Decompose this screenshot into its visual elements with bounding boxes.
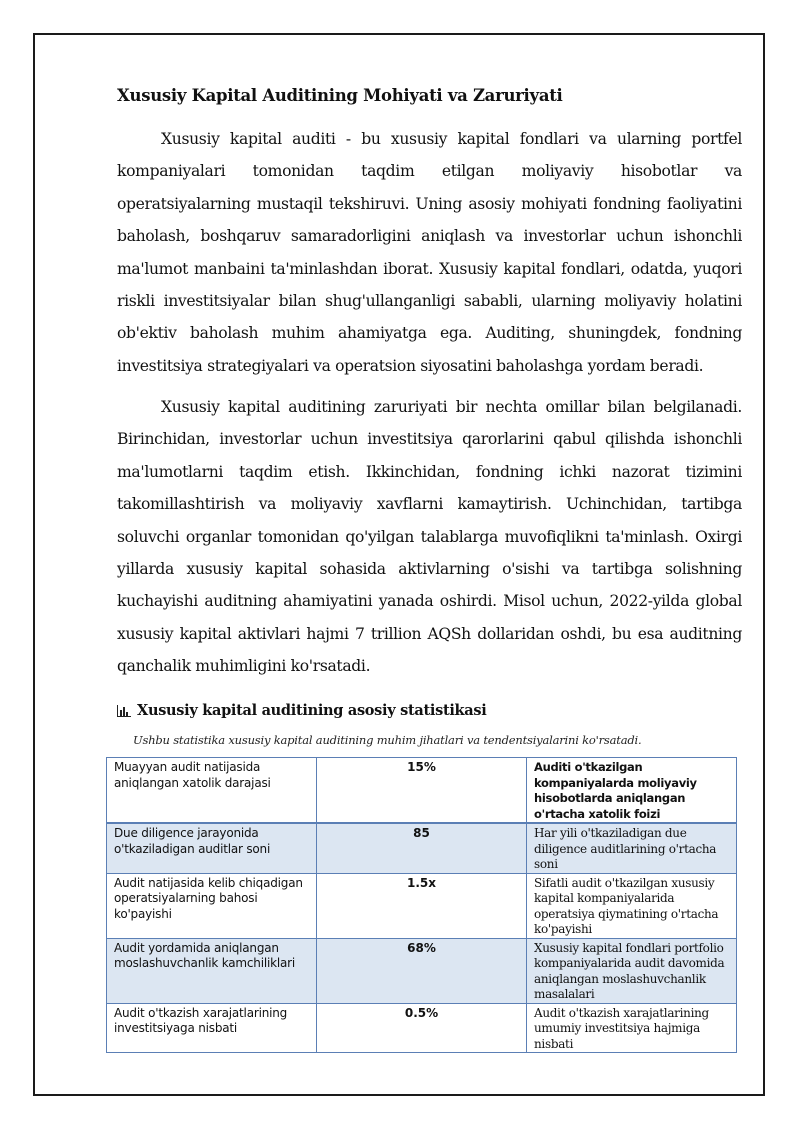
stat-value: 68%: [317, 938, 527, 1003]
stat-description: Xususiy kapital fondlari portfolio kompaniyalarida audit davomida aniqlangan moslashuvchanlik masalalari: [527, 938, 737, 1003]
table-row: [107, 873, 737, 938]
document-title: Xususiy Kapital Auditining Mohiyati va Zaruriyati: [117, 86, 563, 105]
paragraph-essence: Xususiy kapital auditi - bu xususiy kapital fondlari va ularning portfel kompaniyalari tomonidan taqdim etilgan moliyaviy hisobotlar va operatsiyalarning mustaqil tekshiruvi. Uning asosiy mohiyati fondning faoliyatini baholash, boshqaruv samaradorligini aniqlash va investorlar uchun ishonchli ma'lumot manbaini ta'minlashdan iborat. Xususiy kapital fondlari, odatda, yuqori riskli investitsiyalar bilan shug'ullanganligi sababli, ularning moliyaviy holatini ob'ektiv baholash muhim ahamiyatga ega. Auditing, shuningdek, fondning investitsiya strategiyalari va operatsion siyosatini baholashga yordam beradi.: [117, 130, 742, 375]
stat-description: Sifatli audit o'tkazilgan xususiy kapital kompaniyalarida operatsiya qiymatining o'rtacha ko'payishi: [527, 873, 737, 938]
stat-label: Due diligence jarayonida o'tkaziladigan auditlar soni: [107, 823, 317, 873]
stat-value: 15%: [317, 758, 527, 824]
stat-value: 1.5x: [317, 873, 527, 938]
paragraph-necessity: Xususiy kapital auditining zaruriyati bir nechta omillar bilan belgilanadi. Birinchidan, investorlar uchun investitsiya qarorlarini qabul qilishda ishonchli ma'lumotlarni taqdim etish. Ikkinchidan, fondning ichki nazorat tizimini takomillashtirish va moliyaviy xavflarni kamaytirish. Uchinchidan, tartibga soluvchi organlar tomonidan qo'yilgan talablarga muvofiqlikni ta'minlash. Oxirgi yillarda xususiy kapital sohasida aktivlarning o'sishi va tartibga solishning kuchayishi auditning ahamiyatini yanada oshirdi. Misol uchun, 2022-yilda global xususiy kapital aktivlari hajmi 7 trillion AQSh dollaridan oshdi, bu esa auditning qanchalik muhimligini ko'rsatadi.: [117, 398, 742, 676]
table-row: [107, 938, 737, 1003]
stat-label: Muayyan audit natijasida aniqlangan xatolik darajasi: [107, 758, 317, 824]
stat-description: Har yili o'tkaziladigan due diligence auditlarining o'rtacha soni: [527, 823, 737, 873]
table-row: [107, 758, 737, 824]
stat-label: Audit natijasida kelib chiqadigan operatsiyalarning bahosi ko'payishi: [107, 873, 317, 938]
stat-description: Audit o'tkazish xarajatlarining umumiy investitsiya hajmiga nisbati: [527, 1003, 737, 1053]
stat-label: Audit o'tkazish xarajatlarining investitsiyaga nisbati: [107, 1003, 317, 1053]
table-row: [107, 823, 737, 873]
stats-heading-text: Xususiy kapital auditining asosiy statistikasi: [137, 702, 487, 719]
stats-heading: [117, 702, 486, 719]
stat-value: 0.5%: [317, 1003, 527, 1053]
bar-chart-icon: [117, 705, 131, 717]
stats-table: [106, 757, 737, 1053]
table-row: [107, 1003, 737, 1053]
stat-description: Auditi o'tkazilgan kompaniyalarda moliyaviy hisobotlarda aniqlangan o'rtacha xatolik foizi: [527, 758, 737, 824]
stat-label: Audit yordamida aniqlangan moslashuvchanlik kamchiliklari: [107, 938, 317, 1003]
stats-caption: Ushbu statistika xususiy kapital auditining muhim jihatlari va tendentsiyalarini ko'rsatadi.: [133, 733, 642, 747]
stat-value: 85: [317, 823, 527, 873]
